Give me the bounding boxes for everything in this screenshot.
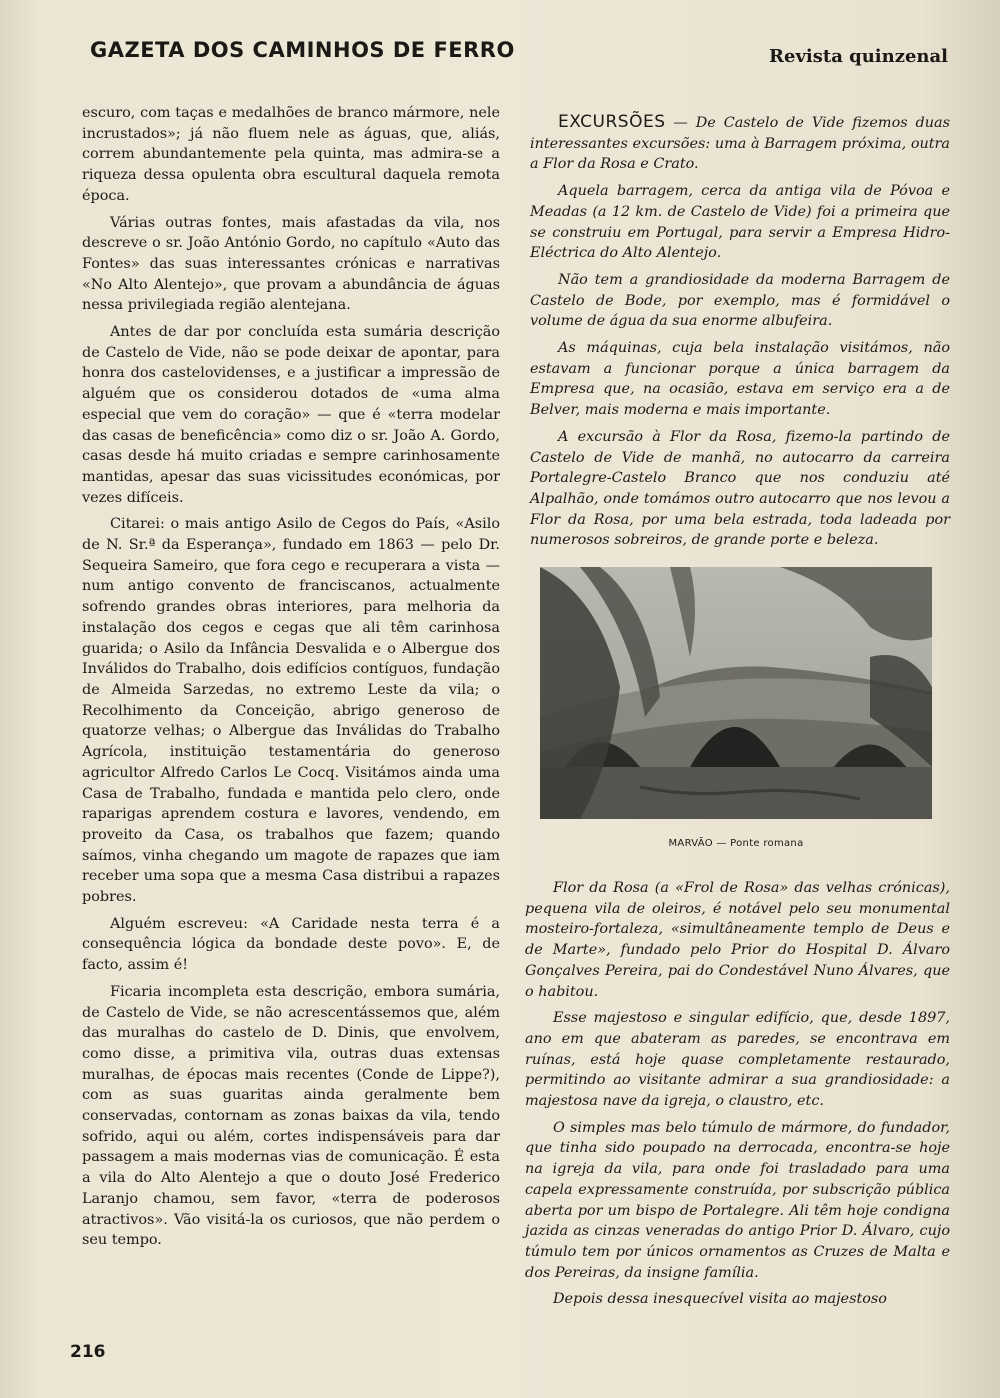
right-column-top <box>530 112 950 551</box>
paragraph: A excursão à Flor da Rosa, fizemo-la partindo de Castelo de Vide de manhã, no autocarro da carreira Portalegre-Castelo Branco que nos conduziu até Alpalhão, onde tomámos outro autocarro que nos levou a Flor da Rosa, por uma bela estrada, toda ladeada por numerosos sobreiros, de grande porte e beleza. <box>530 428 950 549</box>
right-column-bottom <box>525 878 950 1310</box>
paragraph: As máquinas, cuja bela instalação visitámos, não estavam a funcionar porque a única barragem da Empresa que, na ocasião, estava em serviço era a de Belver, mais moderna e mais importante. <box>530 340 950 419</box>
paragraph: Aquela barragem, cerca da antiga vila de Póvoa e Meadas (a 12 km. de Castelo de Vide) foi a primeira que se construiu em Portugal, para servir a Empresa Hidro-Eléctrica do Alto Alentejo. <box>530 183 950 262</box>
paragraph <box>530 112 950 175</box>
paragraph-text: — De Castelo de Vide fizemos duas interessantes excursões: uma à Barragem próxima, outra a Flor da Rosa e Crato. <box>530 115 950 173</box>
photo-caption: MARVÃO — Ponte romana <box>668 838 804 849</box>
section-heading: EXCURSÕES <box>558 112 666 132</box>
paragraph: Antes de dar por concluída esta sumária descrição de Castelo de Vide, não se pode deixar de apontar, para honra dos castelovidenses, e a justificar a impressão de alguém que os considerou dotados de «uma alma especial que vem do coração» — que é «terra modelar das casas de beneficência» como diz o sr. João A. Gordo, casas desde há muito criadas e sempre carinhosamente mantidas, apesar das suas vicissitudes económicas, por vezes difíceis. <box>82 324 500 506</box>
paragraph: Depois dessa inesquecível visita ao majestoso <box>553 1291 887 1308</box>
magazine-subtitle: Revista quinzenal <box>769 46 948 67</box>
paragraph: Flor da Rosa (a «Frol de Rosa» das velhas crónicas), pequena vila de oleiros, é notável pelo seu monumental mosteiro-fortaleza, «simultâneamente templo de Deus e de Marte», fundado pelo Prior do Hospital D. Álvaro Gonçalves Pereira, pai do Condestável Nuno Álvares, que o habitou. <box>525 880 950 1000</box>
paragraph: Ficaria incompleta esta descrição, embora sumária, de Castelo de Vide, se não acrescentássemos que, além das muralhas do castelo de D. Dinis, que envolvem, como disse, a primitiva vila, outras duas extensas muralhas, de épocas mais recentes (Conde de Lippe?), com as suas guaritas ainda geralmente bem conservadas, contornam as zonas baixas da vila, tendo sofrido, aqui ou além, cortes indispensáveis para dar passagem a mais modernas vias de comunicação. É esta a vila do Alto Alentejo a que o douto José Frederico Laranjo chamou, sem favor, «terra de poderosos atractivos». Vão visitá-la os curiosos, que não perdem o seu tempo. <box>82 983 500 1249</box>
magazine-title: GAZETA DOS CAMINHOS DE FERRO <box>90 38 515 62</box>
roman-bridge-illustration <box>540 567 932 819</box>
bridge-photo <box>540 567 932 819</box>
paragraph: Várias outras fontes, mais afastadas da vila, nos descreve o sr. João António Gordo, no capítulo «Auto das Fontes» das suas interessantes crónicas e narrativas «No Alto Alentejo», que provam a abundância de águas nessa privilegiada região alentejana. <box>82 214 500 314</box>
page-number: 216 <box>70 1342 106 1362</box>
paragraph: O simples mas belo túmulo de mármore, do fundador, que tinha sido poupado na derrocada, encontra-se hoje na igreja da vila, para onde foi trasladado para uma capela expressamente construída, por subscrição pública aberta por um bispo de Portalegre. Ali têm hoje condigna jazida as cinzas veneradas do antigo Prior D. Álvaro, cujo túmulo tem por únicos ornamentos as Cruzes de Malta e dos Pereiras, da insigne família. <box>525 1119 950 1281</box>
paragraph: Citarei: o mais antigo Asilo de Cegos do País, «Asilo de N. Sr.ª da Esperança», fundado em 1863 — pelo Dr. Sequeira Sameiro, que fora cego e recuperara a vista — num antigo convento de franciscanos, actualmente sofrendo grandes obras interiores, para melhoria da instalação dos cegos e cegas que ali têm carinhosa guarida; o Asilo da Infância Desvalida e o Albergue dos Inválidos do Trabalho, dois edifícios contíguos, fundação de Almeida Sarzedas, no extremo Leste da vila; o Recolhimento da Conceição, abrigo generoso de quatorze velhas; o Albergue das Inválidas do Trabalho Agrícola, instituição testamentária do generoso agricultor Alfredo Carlos Le Cocq. Visitámos ainda uma Casa de Trabalho, fundada e mantida pelo clero, onde raparigas aprendem costura e lavores, vendendo, em proveito da Casa, os trabalhos que fazem; quando saímos, vinha chegando um magote de rapazes que iam receber uma sopa que a mesma Casa distribui a rapazes pobres. <box>82 516 500 906</box>
paragraph: Esse majestoso e singular edifício, que, desde 1897, ano em que abateram as paredes, se encontrava em ruínas, está hoje quase completamente restaurado, permitindo ao visitante admirar a sua grandiosidade: a majestosa nave da igreja, o claustro, etc. <box>525 1010 950 1110</box>
paragraph: escuro, com taças e medalhões de branco mármore, nele incrustados»; já não fluem nele as águas, que, aliás, correm abundantemente pela quinta, mas admira-se a riqueza dessa opulenta obra escultural daquela remota época. <box>82 105 500 204</box>
paragraph: Alguém escreveu: «A Caridade nesta terra é a consequência lógica da bondade deste povo». E, de facto, assim é! <box>82 915 500 974</box>
paragraph: Não tem a grandiosidade da moderna Barragem de Castelo de Bode, por exemplo, mas é formidável o volume de água da sua enorme albufeira. <box>530 271 950 330</box>
left-column <box>82 103 500 1251</box>
